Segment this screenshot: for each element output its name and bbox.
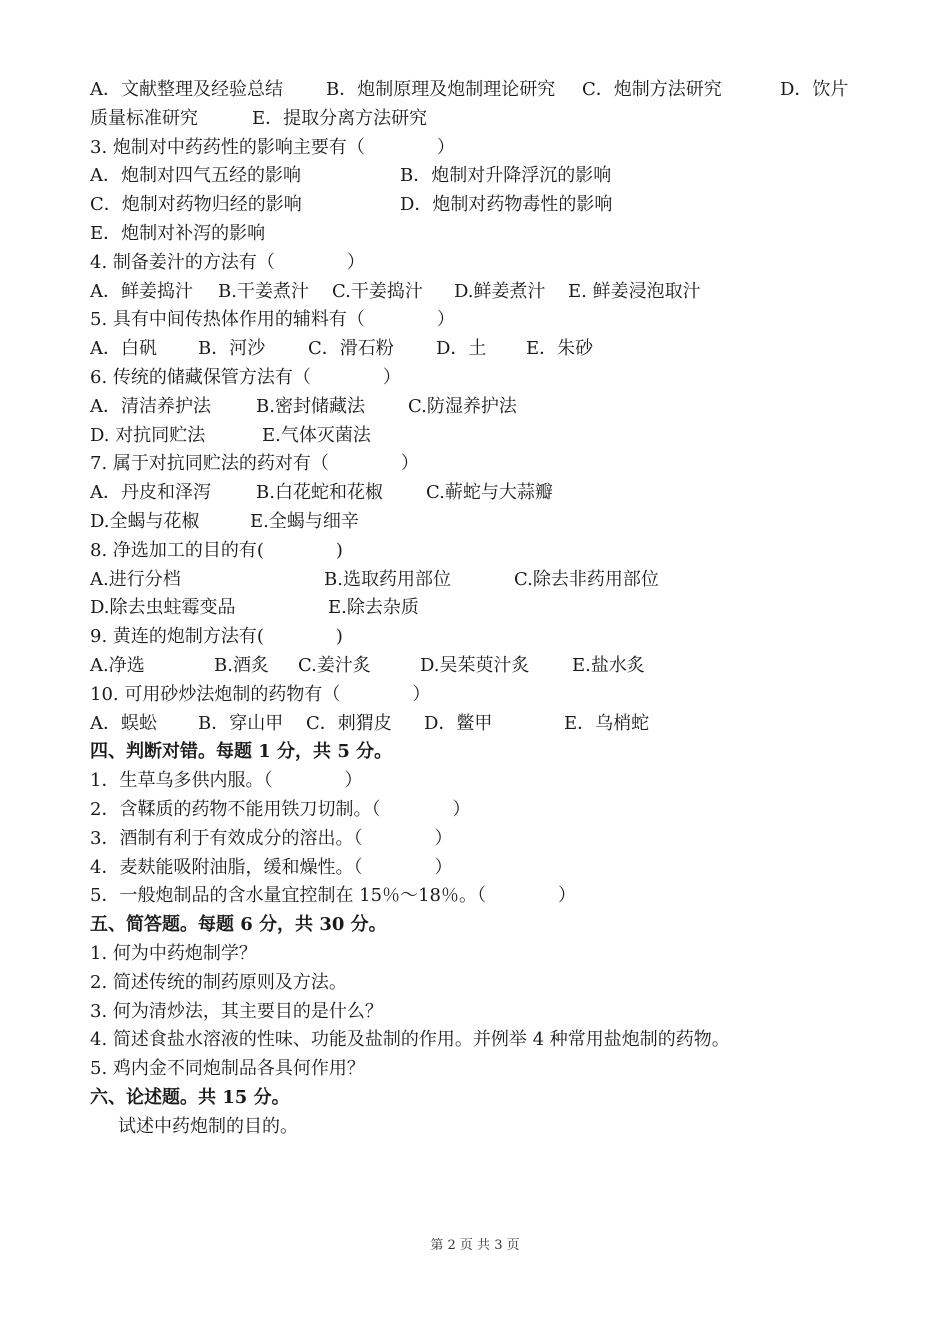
question-stem: 5. 具有中间传热体作用的辅料有（ ） <box>90 309 455 331</box>
option: B.密封储藏法 <box>256 395 365 417</box>
option: B．炮制原理及炮制理论研究 <box>326 79 556 100</box>
short-answer-item: 3. 何为清炒法，其主要目的是什么？ <box>90 1000 383 1022</box>
question-stem: 9. 黄连的炮制方法有( ) <box>90 626 343 648</box>
option: C.蕲蛇与大蒜瓣 <box>426 482 553 504</box>
option: D. 对抗同贮法 <box>90 424 206 446</box>
option: E.盐水炙 <box>572 654 645 676</box>
option: D.鲜姜煮汁 <box>454 280 546 302</box>
option: D.除去虫蛀霉变品 <box>90 597 236 619</box>
section-heading: 四、判断对错。每题 1 分，共 5 分。 <box>90 741 393 763</box>
option: B.选取药用部位 <box>324 568 451 590</box>
question-stem: 4. 制备姜汁的方法有（ ） <box>90 251 365 273</box>
option: C.姜汁炙 <box>298 654 371 676</box>
short-answer-item: 2. 简述传统的制药原则及方法。 <box>90 971 347 993</box>
options-line <box>90 278 870 307</box>
options-line <box>90 393 870 422</box>
true-false-item: 1．生草乌多供内服。（ ） <box>90 770 363 792</box>
option: C．炮制方法研究 <box>582 79 722 100</box>
option: B.白花蛇和花椒 <box>256 482 383 504</box>
essay-question: 试述中药炮制的目的。 <box>118 1115 298 1137</box>
question-stem: 6. 传统的储藏保管方法有（ ） <box>90 366 401 388</box>
true-false-item: 5．一般炮制品的含水量宜控制在 15％～18％。（ ） <box>90 885 576 907</box>
option: E. 鲜姜浸泡取汁 <box>568 280 701 302</box>
option: D．饮片 <box>780 79 849 100</box>
question-stem: 8. 净选加工的目的有( ) <box>90 539 343 561</box>
option: A．白矾 <box>90 338 157 360</box>
option-continuation: 质量标准研究 <box>90 107 198 129</box>
page-footer: 第 2 页 共 3 页 <box>430 1238 520 1253</box>
options-line <box>90 566 870 595</box>
true-false-item: 4．麦麸能吸附油脂，缓和燥性。（ ） <box>90 856 453 878</box>
short-answer-item: 1. 何为中药炮制学？ <box>90 942 257 964</box>
option: A.进行分档 <box>90 568 181 590</box>
options-line <box>90 220 870 249</box>
option: D．土 <box>436 338 487 360</box>
option: E.全蝎与细辛 <box>250 510 359 532</box>
option: C.防湿养护法 <box>408 395 517 417</box>
option: A.净选 <box>90 654 145 676</box>
options-line <box>90 335 870 364</box>
option: E．提取分离方法研究 <box>252 107 428 129</box>
options-line <box>90 162 870 191</box>
option: A．蜈蚣 <box>90 712 157 734</box>
option: C．刺猬皮 <box>306 712 392 734</box>
question-stem: 10. 可用砂炒法炮制的药物有（ ） <box>90 683 431 705</box>
option: C．滑石粉 <box>308 338 394 360</box>
option: A．文献整理及经验总结 <box>90 79 283 100</box>
option: D.全蝎与花椒 <box>90 510 200 532</box>
option: E．朱砂 <box>526 338 594 360</box>
exam-content <box>90 76 870 1141</box>
option: B．穿山甲 <box>198 712 284 734</box>
options-line <box>90 105 870 134</box>
options-line <box>90 594 870 623</box>
option: B．河沙 <box>198 338 266 360</box>
question-stem: 7. 属于对抗同贮法的药对有（ ） <box>90 453 419 475</box>
option: A．炮制对四气五经的影响 <box>90 165 301 187</box>
options-line <box>90 508 870 537</box>
short-answer-item: 4. 简述食盐水溶液的性味、功能及盐制的作用。并例举 4 种常用盐炮制的药物。 <box>90 1029 730 1051</box>
option: A．鲜姜捣汁 <box>90 280 193 302</box>
option: E．炮制对补泻的影响 <box>90 222 266 244</box>
options-line <box>90 710 870 739</box>
option: A．丹皮和泽泻 <box>90 482 211 504</box>
section-heading: 六、论述题。共 15 分。 <box>90 1086 290 1108</box>
true-false-item: 2．含鞣质的药物不能用铁刀切制。（ ） <box>90 798 471 820</box>
option: B.酒炙 <box>214 654 269 676</box>
option: E．乌梢蛇 <box>564 712 650 734</box>
option: C.除去非药用部位 <box>514 568 659 590</box>
option: E.气体灭菌法 <box>262 424 371 446</box>
options-line <box>90 76 870 105</box>
option: D.吴茱萸汁炙 <box>420 654 530 676</box>
options-line <box>90 422 870 451</box>
options-line <box>90 652 870 681</box>
option: A．清洁养护法 <box>90 395 211 417</box>
question-stem: 3. 炮制对中药药性的影响主要有（ ） <box>90 136 455 158</box>
option: C.干姜捣汁 <box>332 280 423 302</box>
short-answer-item: 5. 鸡内金不同炮制品各具何作用？ <box>90 1058 365 1080</box>
option: D．鳖甲 <box>424 712 493 734</box>
option: B．炮制对升降浮沉的影响 <box>400 165 612 187</box>
option: D．炮制对药物毒性的影响 <box>400 194 613 216</box>
options-line <box>90 191 870 220</box>
option: E.除去杂质 <box>328 597 419 619</box>
option: C．炮制对药物归经的影响 <box>90 194 302 216</box>
options-line <box>90 479 870 508</box>
section-heading: 五、简答题。每题 6 分，共 30 分。 <box>90 914 387 936</box>
option: B.干姜煮汁 <box>218 280 309 302</box>
true-false-item: 3．酒制有利于有效成分的溶出。（ ） <box>90 827 453 849</box>
